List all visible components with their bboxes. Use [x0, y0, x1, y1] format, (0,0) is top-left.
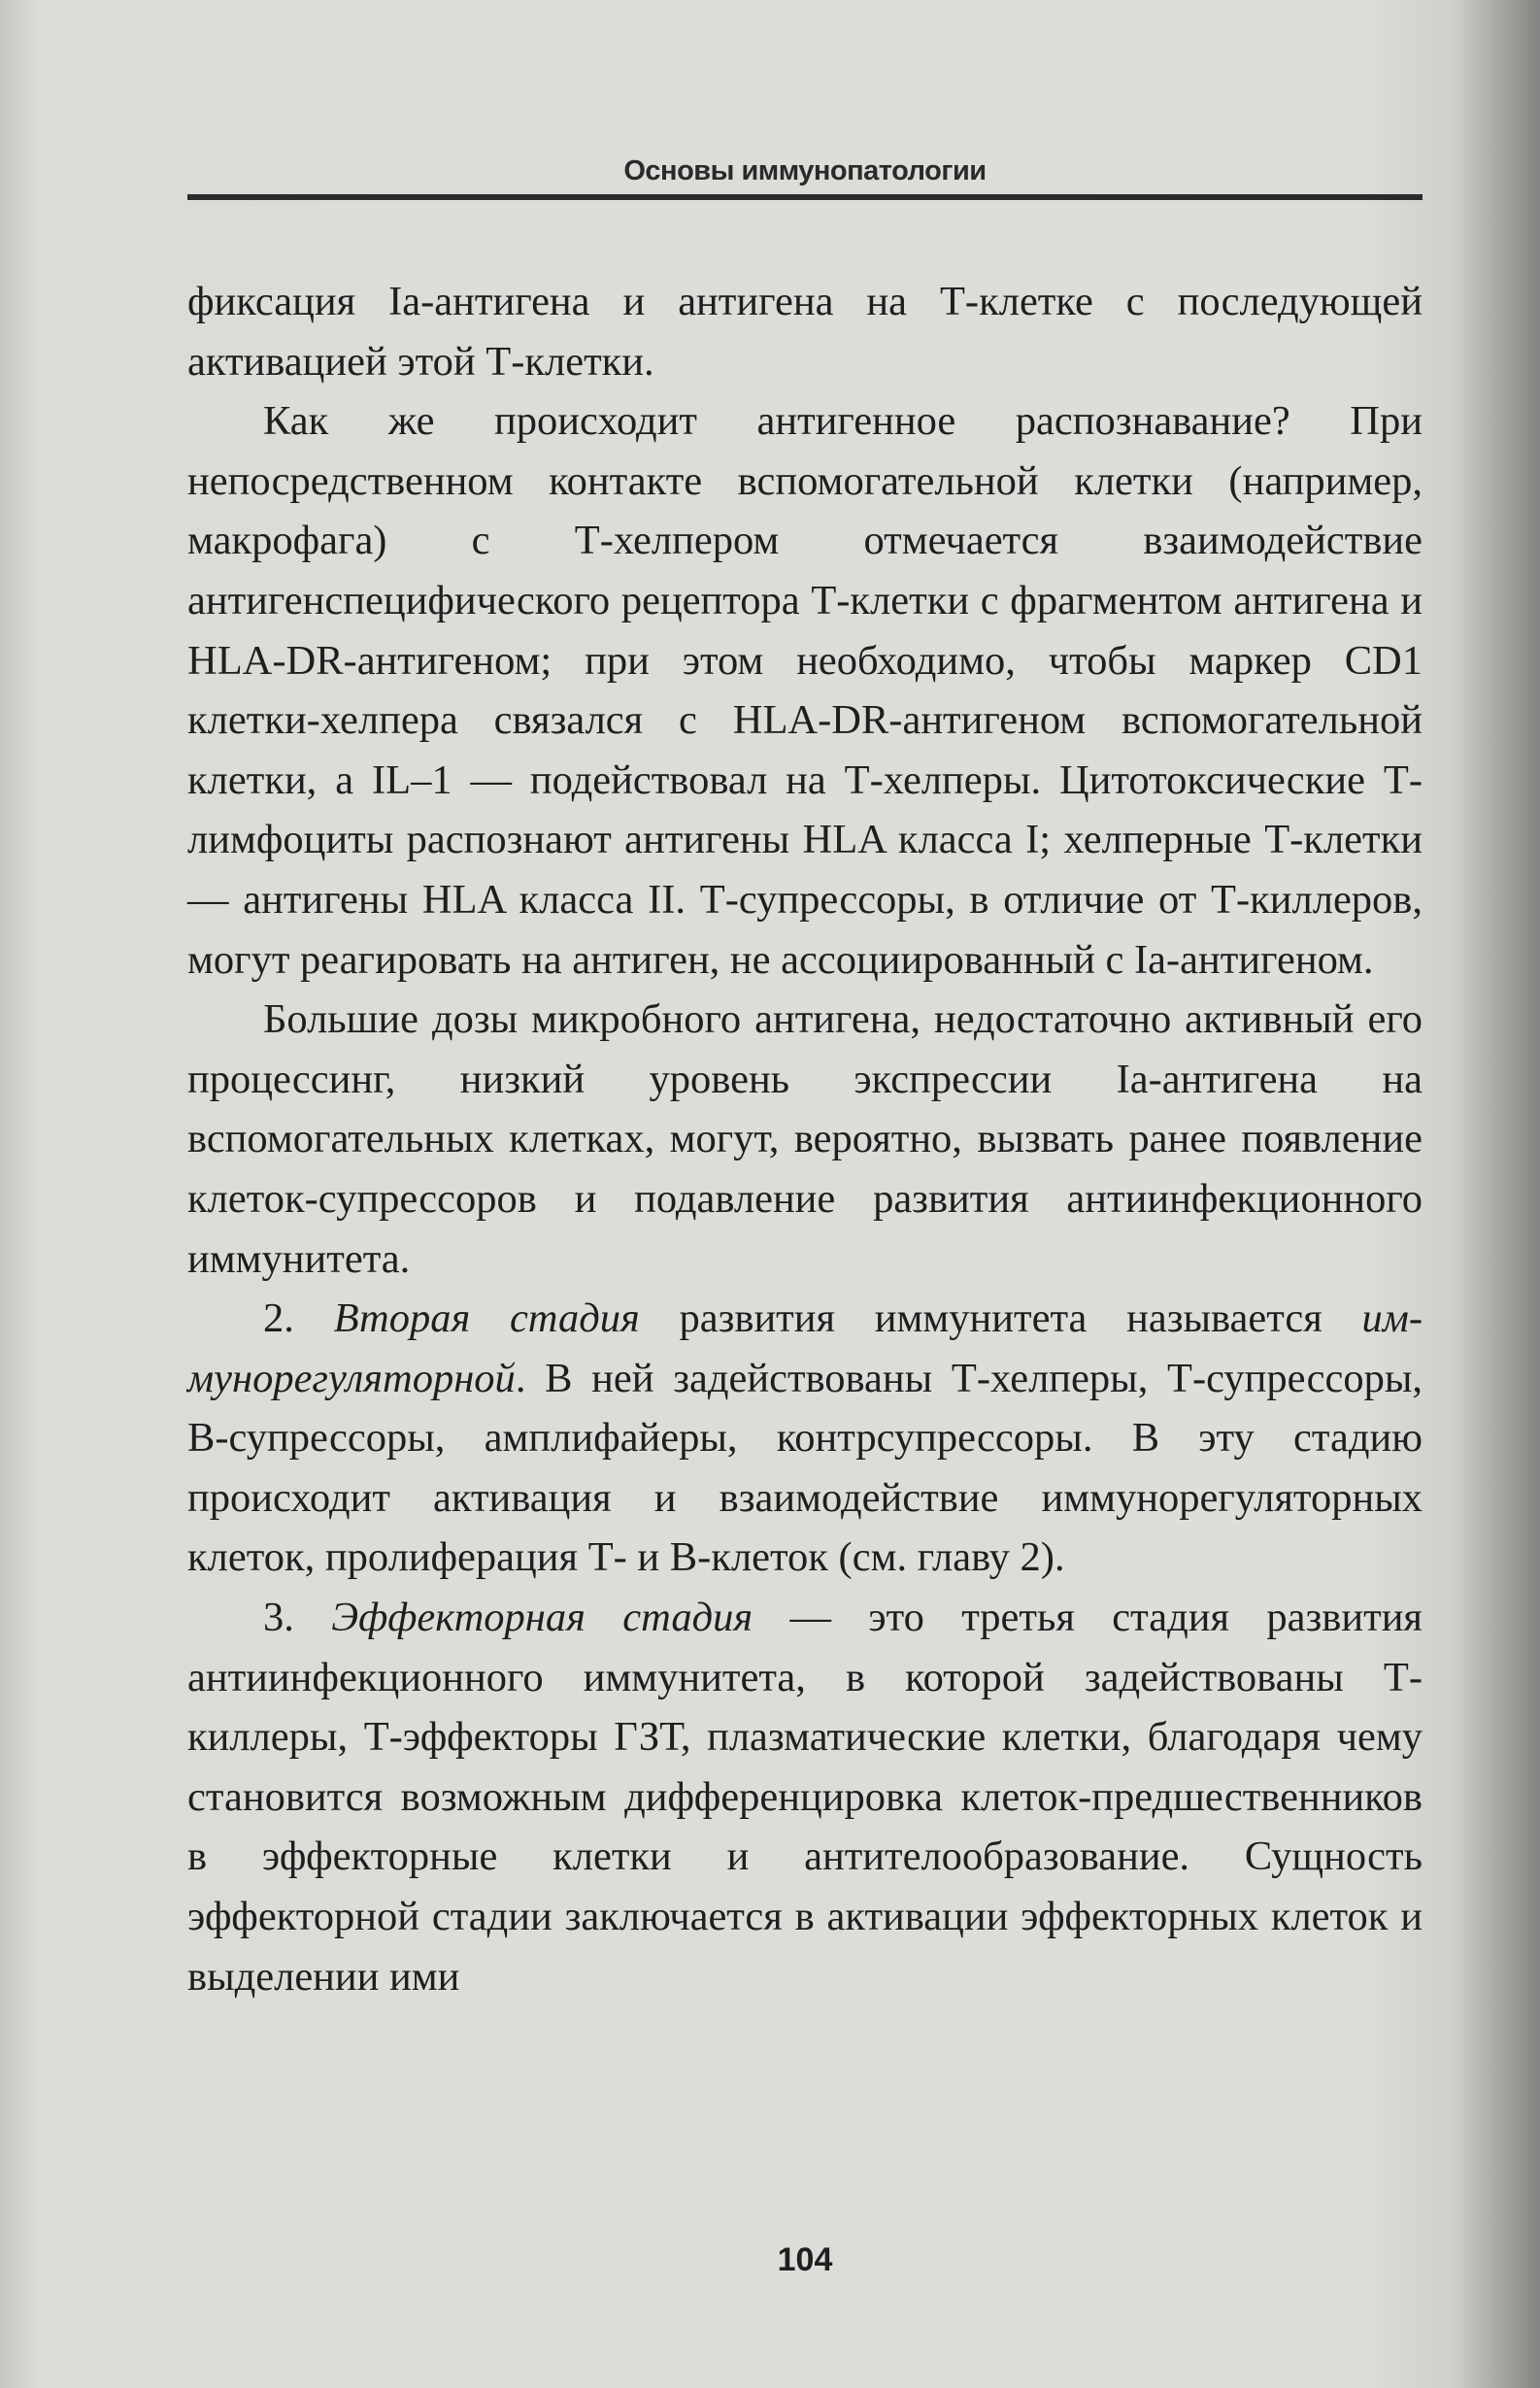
paragraph-text: . В ней задействованы Т-хелперы, Т-супрессоры, В-супрессоры, амплифайеры, контрсупрессоры. В эту стадию происходит активация и взаимодействие иммунорегуляторных клеток, пролиферация Т- и В-клеток (см. главу 2).: [187, 1355, 1423, 1581]
paragraph-text: развития иммунитета называется: [639, 1295, 1362, 1342]
italic-term: Эффекторная стадия: [331, 1595, 753, 1641]
italic-term: иммунорегуляторной: [187, 1295, 1423, 1401]
list-number: 3.: [263, 1595, 294, 1641]
paragraph-text: — это третья стадия развития антиинфекционного иммунитета, в которой задействованы Т-киллеры, Т-эффекторы ГЗТ, плазматические клетки, благодаря чему становится возможным дифференцировка клеток-предшественников в эффекторные клетки и антителообразование. Сущность эффекторной стадии заключается в активации эффекторных клеток и выделении ими: [187, 1595, 1423, 2000]
paragraph-4: [187, 1289, 1423, 1588]
paragraph-1: фиксация Ia-антигена и антигена на Т-клетке с последующей активацией этой Т-клетки.: [187, 279, 1423, 385]
italic-term: Вторая стадия: [333, 1295, 640, 1342]
body-text: [187, 272, 1423, 2006]
paragraph-2: Как же происходит антигенное распознавание? При непосредственном контакте вспомогательной клетки (например, макрофага) с Т-хелпером отмечается взаимодействие антигенспецифического рецептора Т-клетки с фрагментом антигена и HLA-DR-антигеном; при этом необходимо, чтобы маркер CD1 клетки-хелпера связался с HLA-DR-антигеном вспомогательной клетки, а IL–1 — подействовал на Т-хелперы. Цитотоксические Т-лимфоциты распознают антигены HLA класса I; хелперные Т-клетки — антигены HLA класса II. Т-супрессоры, в отличие от Т-киллеров, могут реагировать на антиген, не ассоциированный с Ia-антигеном.: [187, 398, 1423, 983]
paragraph-5: [187, 1588, 1423, 2006]
list-number: 2.: [263, 1295, 294, 1342]
page-number: 104: [777, 2241, 833, 2278]
header-rule: [187, 194, 1423, 200]
paragraph-3: Большие дозы микробного антигена, недостаточно активный его процессинг, низкий уровень экспрессии Ia-антигена на вспомогательных клетках, могут, вероятно, вызвать ранее появление клеток-супрессоров и подавление развития антиинфекционного иммунитета.: [187, 996, 1423, 1282]
page-edge-shadow: [1453, 0, 1540, 2388]
running-head: Основы иммунопатологии: [623, 155, 987, 186]
